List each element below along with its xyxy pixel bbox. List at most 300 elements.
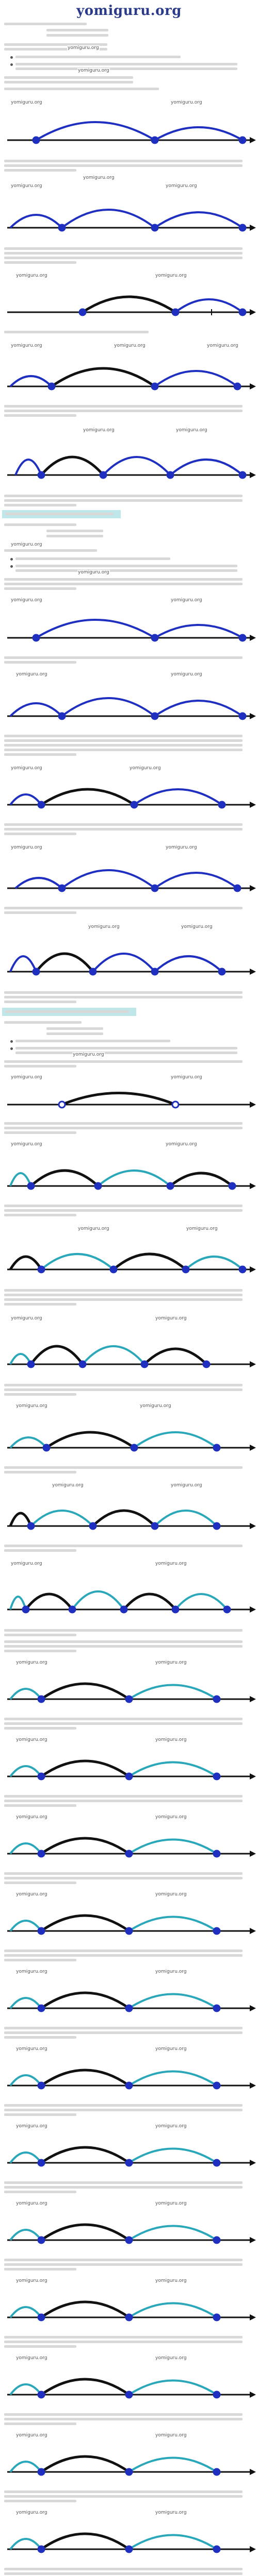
interval-arc bbox=[155, 1511, 217, 1526]
text-line bbox=[4, 1209, 243, 1212]
text-line bbox=[4, 414, 76, 417]
axis-arrow bbox=[250, 1445, 256, 1451]
text-line bbox=[4, 76, 133, 79]
text-line bbox=[4, 1471, 76, 1473]
watermark-text: yomiguru.org bbox=[155, 2355, 187, 2361]
text-line bbox=[4, 2500, 76, 2502]
text-line bbox=[4, 1127, 243, 1129]
point-marker bbox=[152, 1523, 158, 1529]
text-line bbox=[4, 1001, 76, 1003]
axis-arrow bbox=[250, 1696, 256, 1702]
watermark-text: yomiguru.org bbox=[171, 598, 202, 603]
interval-arc bbox=[10, 1766, 41, 1776]
interval-arc bbox=[10, 1998, 41, 2008]
watermark-text: yomiguru.org bbox=[52, 1483, 84, 1488]
watermark-text: yomiguru.org bbox=[171, 672, 202, 677]
point-marker bbox=[38, 2160, 44, 2166]
text-line bbox=[4, 405, 243, 408]
watermark-text: yomiguru.org bbox=[11, 845, 42, 850]
watermark-text: yomiguru.org bbox=[155, 2046, 187, 2052]
interval-arc bbox=[155, 873, 237, 888]
point-marker bbox=[38, 2314, 44, 2320]
text-line bbox=[4, 2109, 243, 2111]
text-line bbox=[4, 160, 243, 162]
watermark-text: yomiguru.org bbox=[11, 598, 42, 603]
text-line bbox=[4, 169, 76, 172]
text-line bbox=[4, 2186, 243, 2189]
point-marker bbox=[214, 2005, 220, 2011]
number-line-diagram bbox=[0, 270, 258, 327]
interval-arc bbox=[114, 1254, 186, 1269]
watermark-text: yomiguru.org bbox=[166, 183, 197, 189]
watermark-text: yomiguru.org bbox=[140, 1403, 171, 1409]
watermark-text: yomiguru.org bbox=[155, 1660, 187, 1665]
interval-arc bbox=[134, 1432, 217, 1448]
interval-arc bbox=[41, 457, 103, 475]
text-line bbox=[4, 1722, 243, 1725]
point-marker bbox=[43, 1445, 50, 1451]
text-line bbox=[4, 2422, 76, 2425]
number-line-diagram bbox=[0, 1557, 258, 1624]
number-line-diagram bbox=[0, 841, 258, 903]
watermark-text: yomiguru.org bbox=[155, 1561, 187, 1566]
interval-arc bbox=[10, 1843, 41, 1854]
interval-arc bbox=[83, 1346, 144, 1364]
interval-arc bbox=[62, 698, 155, 716]
watermark-text: yomiguru.org bbox=[166, 845, 197, 850]
text-line bbox=[4, 2036, 76, 2039]
watermark-text: yomiguru.org bbox=[166, 1142, 197, 1147]
point-marker bbox=[38, 1928, 44, 1934]
point-marker bbox=[79, 1361, 86, 1367]
axis-arrow bbox=[250, 2005, 256, 2011]
interval-arc bbox=[155, 956, 222, 972]
interval-arc bbox=[155, 371, 237, 386]
point-marker bbox=[23, 1606, 29, 1613]
number-line-diagram bbox=[0, 2430, 258, 2486]
interval-arc bbox=[134, 789, 222, 805]
interval-arc bbox=[36, 954, 93, 972]
watermark-text: yomiguru.org bbox=[11, 1075, 42, 1080]
point-marker bbox=[126, 2314, 132, 2320]
watermark-text: yomiguru.org bbox=[11, 1316, 42, 1321]
text-line bbox=[4, 1640, 243, 1643]
interval-arc bbox=[129, 2226, 217, 2241]
point-marker bbox=[152, 969, 158, 975]
text-line bbox=[4, 1629, 243, 1632]
text-line bbox=[4, 2490, 243, 2493]
text-line bbox=[4, 164, 243, 167]
axis-arrow bbox=[250, 1928, 256, 1934]
point-marker bbox=[90, 969, 96, 975]
point-marker bbox=[38, 2392, 44, 2398]
point-marker bbox=[79, 309, 86, 315]
point-marker bbox=[172, 309, 179, 315]
point-marker bbox=[214, 2082, 220, 2089]
text-line bbox=[4, 1303, 76, 1306]
point-marker bbox=[239, 1266, 246, 1273]
interval-arc bbox=[41, 1254, 114, 1269]
text-line bbox=[4, 1205, 243, 1207]
number-line-diagram bbox=[0, 98, 258, 155]
axis-arrow bbox=[250, 969, 256, 975]
text-line bbox=[4, 2572, 243, 2575]
list-bullet bbox=[10, 1040, 13, 1043]
list-bullet bbox=[10, 558, 13, 561]
text-line bbox=[4, 2418, 243, 2420]
interval-arc bbox=[41, 1838, 129, 1854]
text-line bbox=[4, 499, 243, 502]
text-line bbox=[4, 247, 243, 250]
interval-arc bbox=[41, 2534, 129, 2549]
point-marker bbox=[126, 2237, 132, 2243]
axis-arrow bbox=[250, 2160, 256, 2166]
axis-arrow bbox=[250, 1183, 256, 1189]
text-line bbox=[4, 257, 243, 259]
point-marker bbox=[214, 1445, 220, 1451]
point-marker bbox=[126, 1928, 132, 1934]
text-line bbox=[4, 2341, 243, 2343]
text-line bbox=[4, 2259, 243, 2261]
watermark-text: yomiguru.org bbox=[83, 175, 115, 180]
text-line bbox=[4, 2104, 243, 2107]
text-line bbox=[4, 523, 76, 526]
interval-arc bbox=[41, 1916, 129, 1931]
interval-arc bbox=[41, 2379, 129, 2395]
interval-arc bbox=[10, 1257, 41, 1269]
point-marker bbox=[38, 2546, 44, 2552]
watermark-text: yomiguru.org bbox=[78, 1226, 109, 1231]
interval-arc bbox=[36, 122, 155, 140]
watermark-text: yomiguru.org bbox=[11, 766, 42, 771]
watermark-text: yomiguru.org bbox=[155, 1815, 187, 1820]
point-marker bbox=[38, 472, 44, 478]
number-line-diagram bbox=[0, 339, 258, 401]
point-marker bbox=[126, 2392, 132, 2398]
watermark-text: yomiguru.org bbox=[16, 2355, 47, 2361]
text-line bbox=[4, 578, 243, 581]
axis-arrow bbox=[250, 885, 256, 891]
interval-arc bbox=[186, 1257, 243, 1269]
watermark-text: yomiguru.org bbox=[16, 273, 47, 278]
point-marker bbox=[126, 2546, 132, 2552]
interval-arc bbox=[129, 2458, 217, 2472]
text-line bbox=[4, 1294, 243, 1296]
text-line bbox=[4, 753, 76, 756]
point-marker bbox=[38, 2082, 44, 2089]
point-marker bbox=[38, 2237, 44, 2243]
text-line bbox=[4, 828, 243, 831]
watermark-text: yomiguru.org bbox=[155, 1737, 187, 1742]
watermark-text: yomiguru.org bbox=[16, 2046, 47, 2052]
point-marker bbox=[167, 1183, 173, 1189]
text-line bbox=[4, 2568, 243, 2570]
list-bullet bbox=[10, 63, 13, 66]
point-marker bbox=[38, 2469, 44, 2475]
interval-arc bbox=[10, 215, 62, 228]
number-line-diagram bbox=[0, 2121, 258, 2177]
point-marker bbox=[38, 802, 44, 808]
interval-arc bbox=[62, 210, 155, 228]
text-line bbox=[4, 1954, 243, 1957]
interval-arc bbox=[93, 954, 155, 972]
text-line bbox=[4, 1872, 243, 1875]
point-marker bbox=[152, 713, 158, 719]
text-line bbox=[4, 23, 87, 25]
text-line bbox=[5, 513, 114, 515]
watermark-text: yomiguru.org bbox=[155, 1316, 187, 1321]
text-line bbox=[15, 565, 237, 567]
system-brace-line bbox=[46, 535, 103, 537]
number-line-diagram bbox=[0, 2507, 258, 2564]
point-marker bbox=[131, 802, 137, 808]
point-marker bbox=[141, 1361, 148, 1367]
watermark-text: yomiguru.org bbox=[114, 343, 146, 348]
text-line bbox=[15, 63, 237, 65]
number-line-diagram bbox=[0, 762, 258, 819]
watermark-text: yomiguru.org bbox=[181, 924, 213, 929]
point-marker bbox=[229, 1183, 235, 1189]
text-line bbox=[4, 2263, 243, 2266]
interval-arc bbox=[52, 368, 155, 386]
interval-arc bbox=[46, 1432, 134, 1448]
text-line bbox=[4, 907, 243, 909]
interval-arc bbox=[83, 297, 175, 312]
point-marker bbox=[239, 225, 246, 231]
number-line-diagram bbox=[0, 596, 258, 652]
interval-arc bbox=[10, 703, 62, 716]
interval-arc bbox=[10, 1437, 46, 1448]
interval-arc bbox=[129, 2149, 217, 2163]
text-line bbox=[4, 823, 243, 826]
axis-arrow bbox=[250, 472, 256, 478]
point-marker bbox=[214, 1523, 220, 1529]
axis-arrow bbox=[250, 2469, 256, 2475]
number-line-diagram bbox=[0, 1222, 258, 1284]
watermark-text: yomiguru.org bbox=[11, 183, 42, 189]
axis-arrow bbox=[250, 1101, 256, 1108]
interval-arc bbox=[31, 1346, 83, 1364]
point-marker bbox=[28, 1361, 34, 1367]
point-marker bbox=[214, 2314, 220, 2320]
interval-arc bbox=[10, 956, 36, 972]
text-line bbox=[4, 583, 243, 585]
text-line bbox=[4, 1795, 243, 1798]
watermark-text: yomiguru.org bbox=[16, 2433, 47, 2438]
interval-arc bbox=[98, 1171, 170, 1186]
text-line bbox=[4, 2345, 76, 2348]
text-line bbox=[15, 1047, 237, 1049]
system-brace-line bbox=[46, 1032, 103, 1035]
text-line bbox=[4, 252, 243, 255]
text-line bbox=[4, 1289, 243, 1292]
watermark-text: yomiguru.org bbox=[155, 1892, 187, 1897]
point-marker bbox=[214, 1696, 220, 1702]
interval-arc bbox=[10, 2462, 41, 2472]
text-line bbox=[4, 331, 149, 333]
number-line-diagram bbox=[0, 2352, 258, 2409]
point-marker bbox=[214, 1773, 220, 1780]
interval-arc bbox=[10, 1921, 41, 1931]
interval-arc bbox=[31, 1171, 98, 1186]
interval-arc bbox=[10, 2153, 41, 2163]
point-marker bbox=[38, 1851, 44, 1857]
text-line bbox=[15, 557, 170, 560]
point-marker bbox=[126, 2469, 132, 2475]
text-line bbox=[4, 1214, 76, 1216]
point-marker bbox=[224, 1606, 230, 1613]
point-marker bbox=[214, 1928, 220, 1934]
text-line bbox=[4, 1718, 243, 1720]
number-line-diagram bbox=[0, 1811, 258, 1868]
interval-arc bbox=[62, 1093, 175, 1105]
text-line bbox=[4, 749, 243, 751]
axis-arrow bbox=[250, 2314, 256, 2320]
axis-arrow bbox=[250, 1523, 256, 1529]
watermark-text: yomiguru.org bbox=[155, 2124, 187, 2129]
point-marker bbox=[126, 1773, 132, 1780]
point-marker bbox=[38, 1773, 44, 1780]
axis-arrow bbox=[250, 1773, 256, 1780]
text-line bbox=[4, 1804, 76, 1807]
text-line bbox=[15, 56, 181, 58]
watermark-text: yomiguru.org bbox=[16, 2124, 47, 2129]
text-line bbox=[4, 661, 76, 664]
text-line bbox=[4, 1800, 243, 1802]
text-line bbox=[4, 2027, 243, 2029]
number-line-diagram bbox=[0, 669, 258, 731]
point-marker bbox=[167, 472, 173, 478]
point-marker bbox=[239, 137, 246, 143]
number-line-diagram bbox=[0, 1734, 258, 1791]
point-marker bbox=[214, 2469, 220, 2475]
number-line-diagram bbox=[0, 1657, 258, 1714]
watermark-text: yomiguru.org bbox=[155, 2201, 187, 2206]
interval-arc bbox=[10, 2539, 41, 2549]
text-line bbox=[4, 1645, 243, 1648]
number-line-diagram bbox=[0, 1312, 258, 1379]
watermark-text: yomiguru.org bbox=[11, 1561, 42, 1566]
interval-arc bbox=[41, 2147, 129, 2163]
text-line bbox=[4, 1122, 243, 1125]
point-marker bbox=[214, 2160, 220, 2166]
text-line bbox=[15, 1052, 237, 1054]
text-line bbox=[4, 1466, 243, 1469]
watermark-text: yomiguru.org bbox=[16, 2201, 47, 2206]
watermark-text: yomiguru.org bbox=[73, 1052, 104, 1057]
system-brace-line bbox=[46, 29, 108, 31]
system-brace-line bbox=[46, 34, 108, 37]
point-marker bbox=[239, 635, 246, 641]
text-line bbox=[15, 67, 237, 70]
interval-arc bbox=[129, 2072, 217, 2086]
text-line bbox=[4, 1650, 76, 1652]
interval-arc bbox=[41, 2302, 129, 2317]
text-line bbox=[4, 2181, 243, 2184]
interval-arc bbox=[15, 460, 41, 475]
text-line bbox=[4, 1060, 243, 1063]
point-marker bbox=[183, 1266, 189, 1273]
watermark-text: yomiguru.org bbox=[155, 2278, 187, 2283]
axis-arrow bbox=[250, 635, 256, 641]
text-line bbox=[4, 911, 76, 914]
interval-arc bbox=[62, 870, 155, 888]
text-line bbox=[4, 261, 76, 264]
text-line bbox=[15, 1040, 170, 1042]
watermark-text: yomiguru.org bbox=[186, 1226, 218, 1231]
watermark-text: yomiguru.org bbox=[68, 45, 99, 50]
text-line bbox=[4, 1634, 76, 1636]
point-marker bbox=[28, 1183, 34, 1189]
interval-arc bbox=[10, 376, 52, 386]
interval-arc bbox=[170, 1173, 232, 1186]
interval-arc bbox=[41, 1761, 129, 1776]
axis-arrow bbox=[250, 225, 256, 231]
interval-arc bbox=[129, 2381, 217, 2395]
point-marker bbox=[126, 2082, 132, 2089]
watermark-text: yomiguru.org bbox=[171, 1483, 202, 1488]
interval-arc bbox=[124, 1594, 175, 1609]
point-marker bbox=[172, 1101, 179, 1108]
text-line bbox=[4, 996, 243, 998]
interval-arc bbox=[175, 1594, 227, 1609]
axis-arrow bbox=[250, 2392, 256, 2398]
point-marker bbox=[90, 1523, 96, 1529]
text-line bbox=[4, 1950, 243, 1952]
text-line bbox=[4, 2268, 76, 2270]
text-line bbox=[4, 549, 97, 552]
axis-arrow bbox=[250, 713, 256, 719]
watermark-text: yomiguru.org bbox=[155, 1969, 187, 1974]
watermark-text: yomiguru.org bbox=[16, 1403, 47, 1409]
point-marker bbox=[49, 383, 55, 389]
text-line bbox=[4, 81, 133, 83]
text-line bbox=[4, 735, 243, 737]
point-marker bbox=[214, 1851, 220, 1857]
point-marker bbox=[131, 1445, 137, 1451]
number-line-diagram bbox=[0, 1400, 258, 1462]
list-bullet bbox=[10, 56, 13, 59]
number-line-diagram bbox=[0, 180, 258, 242]
point-marker bbox=[234, 383, 240, 389]
number-line-diagram bbox=[0, 1139, 258, 1200]
watermark-text: yomiguru.org bbox=[16, 2278, 47, 2283]
text-line bbox=[4, 1727, 76, 1730]
interval-arc bbox=[41, 1993, 129, 2008]
point-marker bbox=[203, 1361, 209, 1367]
text-line bbox=[4, 1877, 243, 1879]
point-marker bbox=[172, 1606, 179, 1613]
watermark-text: yomiguru.org bbox=[155, 273, 187, 278]
interval-arc bbox=[10, 2230, 41, 2240]
list-bullet bbox=[10, 565, 13, 568]
site-brand[interactable]: yomiguru.org bbox=[76, 3, 182, 19]
point-marker bbox=[33, 969, 39, 975]
watermark-text: yomiguru.org bbox=[207, 343, 238, 348]
text-line bbox=[4, 2495, 243, 2498]
axis-arrow bbox=[250, 802, 256, 808]
point-marker bbox=[234, 885, 240, 891]
interval-arc bbox=[103, 457, 170, 475]
text-line bbox=[4, 2336, 243, 2338]
watermark-text: yomiguru.org bbox=[16, 2510, 47, 2515]
axis-arrow bbox=[250, 2546, 256, 2552]
system-brace-line bbox=[46, 530, 103, 532]
text-line bbox=[4, 1384, 243, 1386]
point-marker bbox=[126, 2005, 132, 2011]
point-marker bbox=[121, 1606, 127, 1613]
interval-arc bbox=[10, 2307, 41, 2317]
